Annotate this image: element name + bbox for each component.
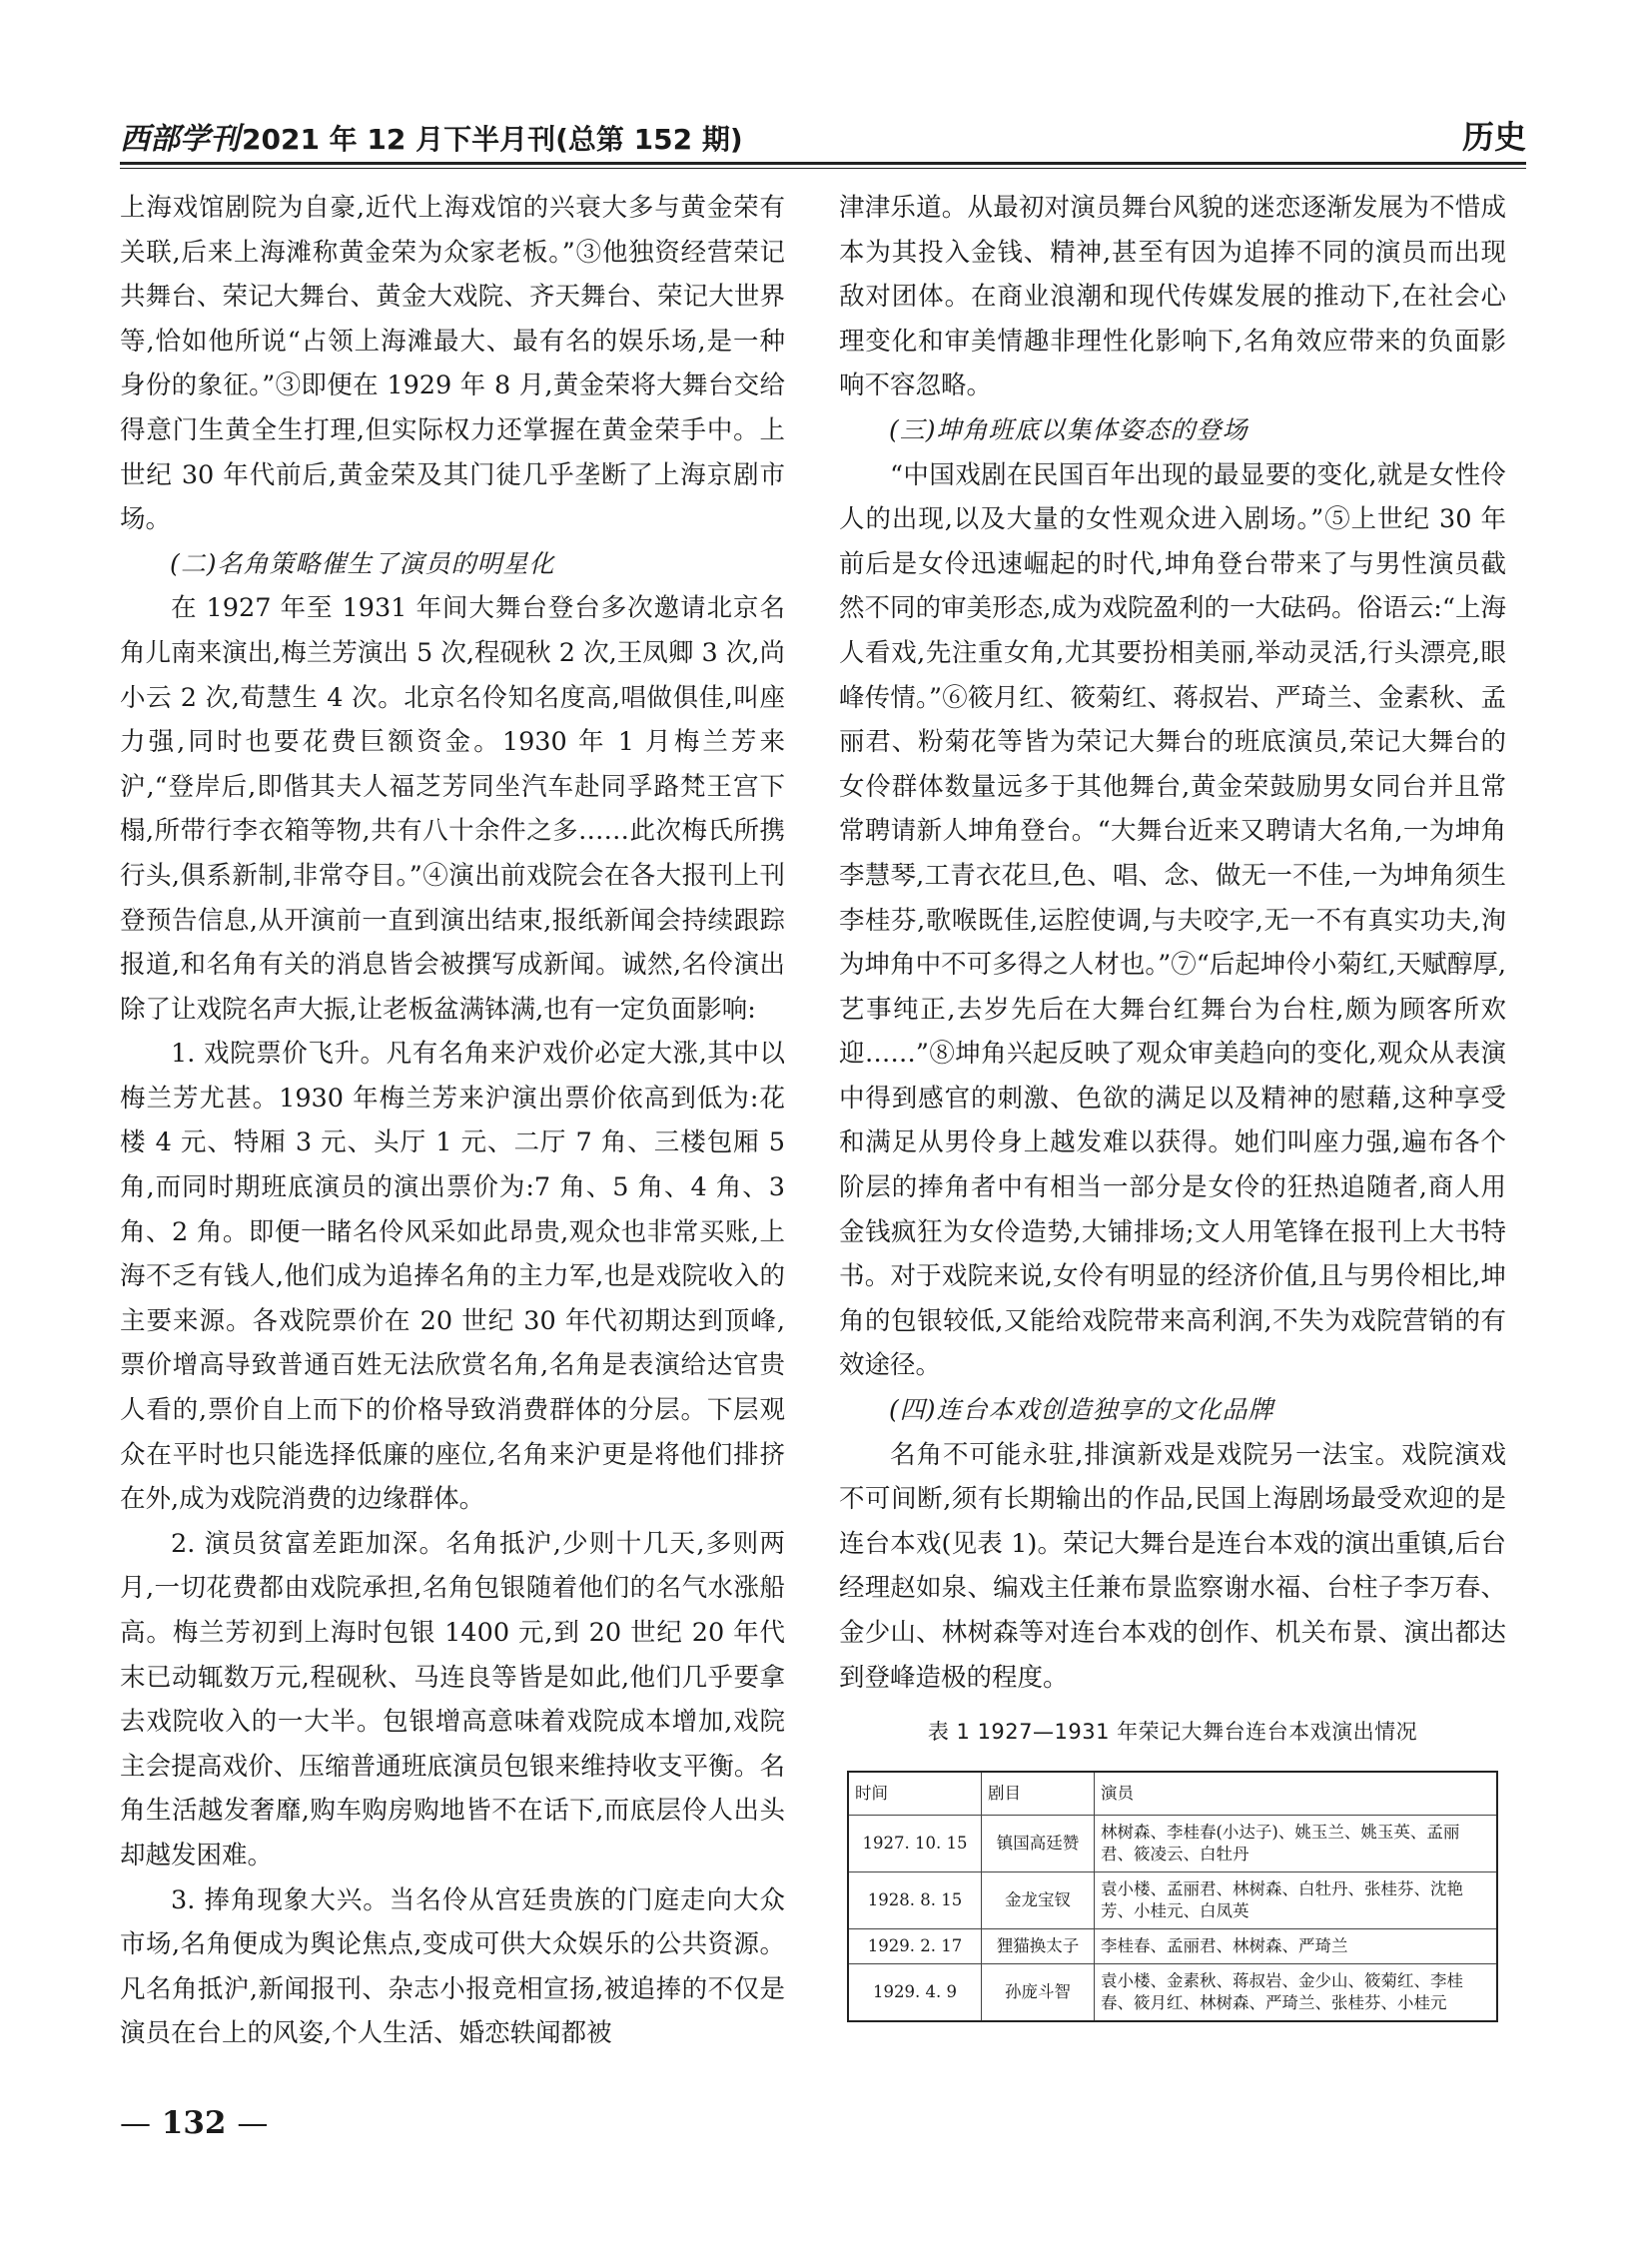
cell-play: 狸猫换太子 bbox=[982, 1928, 1095, 1963]
section-heading: (二)名角策略催生了演员的明星化 bbox=[170, 548, 555, 578]
table-row bbox=[848, 1815, 1497, 1871]
body-paragraph: 1. 戏院票价飞升。凡有名角来沪戏价必定大涨,其中以梅兰芳尤甚。1930 年梅兰芳来沪演出票价依高到低为:花楼 4 元、特厢 3 元、头厅 1 元、二厅 7 角、三楼包厢 5 角,而同时期班底演员的演出票价为:7 角、5 角、4 角、3 角、2 角。即便一睹名伶风采如此昂贵,观众也非常买账,上海不乏有钱人,他们成为追捧名角的主力军,也是戏院收入的主要来源。各戏院票价在 20 世纪 30 年代初期达到顶峰,票价增高导致普通百姓无法欣赏名角,名角是表演给达官贵人看的,票价自上而下的价格导致消费群体的分层。下层观众在平时也只能选择低廉的座位,名角来沪更是将他们排挤在外,成为戏院消费的边缘群体。 bbox=[120, 1039, 785, 1515]
cell-play: 镇国高廷赞 bbox=[982, 1815, 1095, 1871]
left-column bbox=[120, 186, 785, 2056]
cell-time: 1929. 4. 9 bbox=[848, 1963, 982, 2021]
table-caption: 表 1 1927—1931 年荣记大舞台连台本戏演出情况 bbox=[927, 1720, 1418, 1745]
journal-issue: 2021 年 12 月下半月刊(总第 152 期) bbox=[242, 123, 743, 156]
body-paragraph: 3. 捧角现象大兴。当名伶从宫廷贵族的门庭走向大众市场,名角便成为舆论焦点,变成可供大众娱乐的公共资源。凡名角抵沪,新闻报刊、杂志小报竞相宣扬,被追捧的不仅是演员在台上的风姿,个人生活、婚恋轶闻都被 bbox=[120, 1884, 785, 2049]
cell-cast: 李桂春、孟丽君、林树森、严琦兰 bbox=[1095, 1928, 1498, 1963]
body-paragraph: 上海戏馆剧院为自豪,近代上海戏馆的兴衰大多与黄金荣有关联,后来上海滩称黄金荣为众家老板。”③他独资经营荣记共舞台、荣记大舞台、黄金大戏院、齐天舞台、荣记大世界等,恰如他所说“占领上海滩最大、最有名的娱乐场,是一种身份的象征。”③即便在 1929 年 8 月,黄金荣将大舞台交给得意门生黄全生打理,但实际权力还掌握在黄金荣手中。上世纪 30 年代前后,黄金荣及其门徒几乎垄断了上海京剧市场。 bbox=[120, 193, 785, 535]
cell-time: 1928. 8. 15 bbox=[848, 1871, 982, 1928]
section-heading: (四)连台本戏创造独享的文化品牌 bbox=[889, 1395, 1274, 1425]
cell-cast: 袁小楼、孟丽君、林树森、白牡丹、张桂芬、沈艳芳、小桂元、白凤英 bbox=[1095, 1871, 1498, 1928]
running-header bbox=[120, 110, 1526, 164]
table-header-row bbox=[848, 1772, 1497, 1816]
table-row bbox=[848, 1928, 1497, 1963]
journal-title bbox=[120, 114, 743, 158]
right-column-text bbox=[839, 186, 1506, 1700]
right-column bbox=[839, 186, 1506, 2022]
section-heading: (三)坤角班底以集体姿态的登场 bbox=[889, 414, 1248, 444]
page-number bbox=[120, 2105, 268, 2141]
body-paragraph: “中国戏剧在民国百年出现的最显要的变化,就是女性伶人的出现,以及大量的女性观众进入剧场。”⑤上世纪 30 年前后是女伶迅速崛起的时代,坤角登台带来了与男性演员截然不同的审美形态,成为戏院盈利的一大砝码。俗语云:“上海人看戏,先注重女角,尤其要扮相美丽,举动灵活,行头漂亮,眼峰传情。”⑥筱月红、筱菊红、蒋叔岩、严琦兰、金素秋、孟丽君、粉菊花等皆为荣记大舞台的班底演员,荣记大舞台的女伶群体数量远多于其他舞台,黄金荣鼓励男女同台并且常常聘请新人坤角登台。“大舞台近来又聘请大名角,一为坤角李慧琴,工青衣花旦,色、唱、念、做无一不佳,一为坤角须生李桂芬,歌喉既佳,运腔使调,与夫咬字,无一不有真实功夫,洵为坤角中不可多得之人材也。”⑦“后起坤伶小菊红,天赋醇厚,艺事纯正,去岁先后在大舞台红舞台为台柱,颇为顾客所欢迎……”⑧坤角兴起反映了观众审美趋向的变化,观众从表演中得到感官的刺激、色欲的满足以及精神的慰藉,这种享受和满足从男伶身上越发难以获得。她们叫座力强,遍布各个阶层的捧角者中有相当一部分是女伶的狂热追随者,商人用金钱疯狂为女伶造势,大铺排场;文人用笔锋在报刊上大书特书。对于戏院来说,女伶有明显的经济价值,且与男伶相比,坤角的包银较低,又能给戏院带来高利润,不失为戏院营销的有效途径。 bbox=[839, 459, 1506, 1381]
header-time: 时间 bbox=[848, 1772, 982, 1816]
header-play: 剧目 bbox=[982, 1772, 1095, 1816]
cell-time: 1927. 10. 15 bbox=[848, 1815, 982, 1871]
performance-table bbox=[847, 1771, 1498, 2022]
header-rule-thin bbox=[120, 168, 1526, 169]
header-rule bbox=[120, 162, 1526, 165]
cell-play: 孙庞斗智 bbox=[982, 1963, 1095, 2021]
table-row bbox=[848, 1963, 1497, 2021]
cell-cast: 袁小楼、金素秋、蒋叔岩、金少山、筱菊红、李桂春、筱月红、林树森、严琦兰、张桂芬、小桂元 bbox=[1095, 1963, 1498, 2021]
header-cast: 演员 bbox=[1095, 1772, 1498, 1816]
cell-cast: 林树森、李桂春(小达子)、姚玉兰、姚玉英、孟丽君、筱凌云、白牡丹 bbox=[1095, 1815, 1498, 1871]
table-row bbox=[848, 1871, 1497, 1928]
journal-logo: 西部学刊 bbox=[120, 122, 240, 157]
section-label: 历史 bbox=[1461, 118, 1526, 156]
page-number-dash-right: — bbox=[237, 2105, 269, 2141]
cell-time: 1929. 2. 17 bbox=[848, 1928, 982, 1963]
body-paragraph: 名角不可能永驻,排演新戏是戏院另一法宝。戏院演戏不可间断,须有长期输出的作品,民国上海剧场最受欢迎的是连台本戏(见表 1)。荣记大舞台是连台本戏的演出重镇,后台经理赵如泉、编戏主任兼布景监察谢水福、台柱子李万春、金少山、林树森等对连台本戏的创作、机关布景、演出都达到登峰造极的程度。 bbox=[839, 1439, 1506, 1693]
body-paragraph: 津津乐道。从最初对演员舞台风貌的迷恋逐渐发展为不惜成本为其投入金钱、精神,甚至有因为追捧不同的演员而出现敌对团体。在商业浪潮和现代传媒发展的推动下,在社会心理变化和审美情趣非理性化影响下,名角效应带来的负面影响不容忽略。 bbox=[839, 193, 1506, 401]
body-paragraph: 在 1927 年至 1931 年间大舞台登台多次邀请北京名角儿南来演出,梅兰芳演出 5 次,程砚秋 2 次,王凤卿 3 次,尚小云 2 次,荀慧生 4 次。北京名伶知名度高,唱做俱佳,叫座力强,同时也要花费巨额资金。1930 年 1 月梅兰芳来沪,“登岸后,即偕其夫人福芝芳同坐汽车赴同孚路梵王宫下榻,所带行李衣箱等物,共有八十余件之多……此次梅氏所携行头,俱系新制,非常夺目。”④演出前戏院会在各大报刊上刊登预告信息,从开演前一直到演出结束,报纸新闻会持续跟踪报道,和名角有关的消息皆会被撰写成新闻。诚然,名伶演出除了让戏院名声大振,让老板盆满钵满,也有一定负面影响: bbox=[120, 593, 785, 1025]
body-paragraph: 2. 演员贫富差距加深。名角抵沪,少则十几天,多则两月,一切花费都由戏院承担,名角包银随着他们的名气水涨船高。梅兰芳初到上海时包银 1400 元,到 20 世纪 20 年代末已动辄数万元,程砚秋、马连良等皆是如此,他们几乎要拿去戏院收入的一大半。包银增高意味着戏院成本增加,戏院主会提高戏价、压缩普通班底演员包银来维持收支平衡。名角生活越发奢靡,购车购房购地皆不在话下,而底层伶人出头却越发困难。 bbox=[120, 1528, 785, 1870]
page-number-value: 132 bbox=[161, 2105, 227, 2141]
page-number-dash-left: — bbox=[120, 2105, 151, 2141]
cell-play: 金龙宝钗 bbox=[982, 1871, 1095, 1928]
